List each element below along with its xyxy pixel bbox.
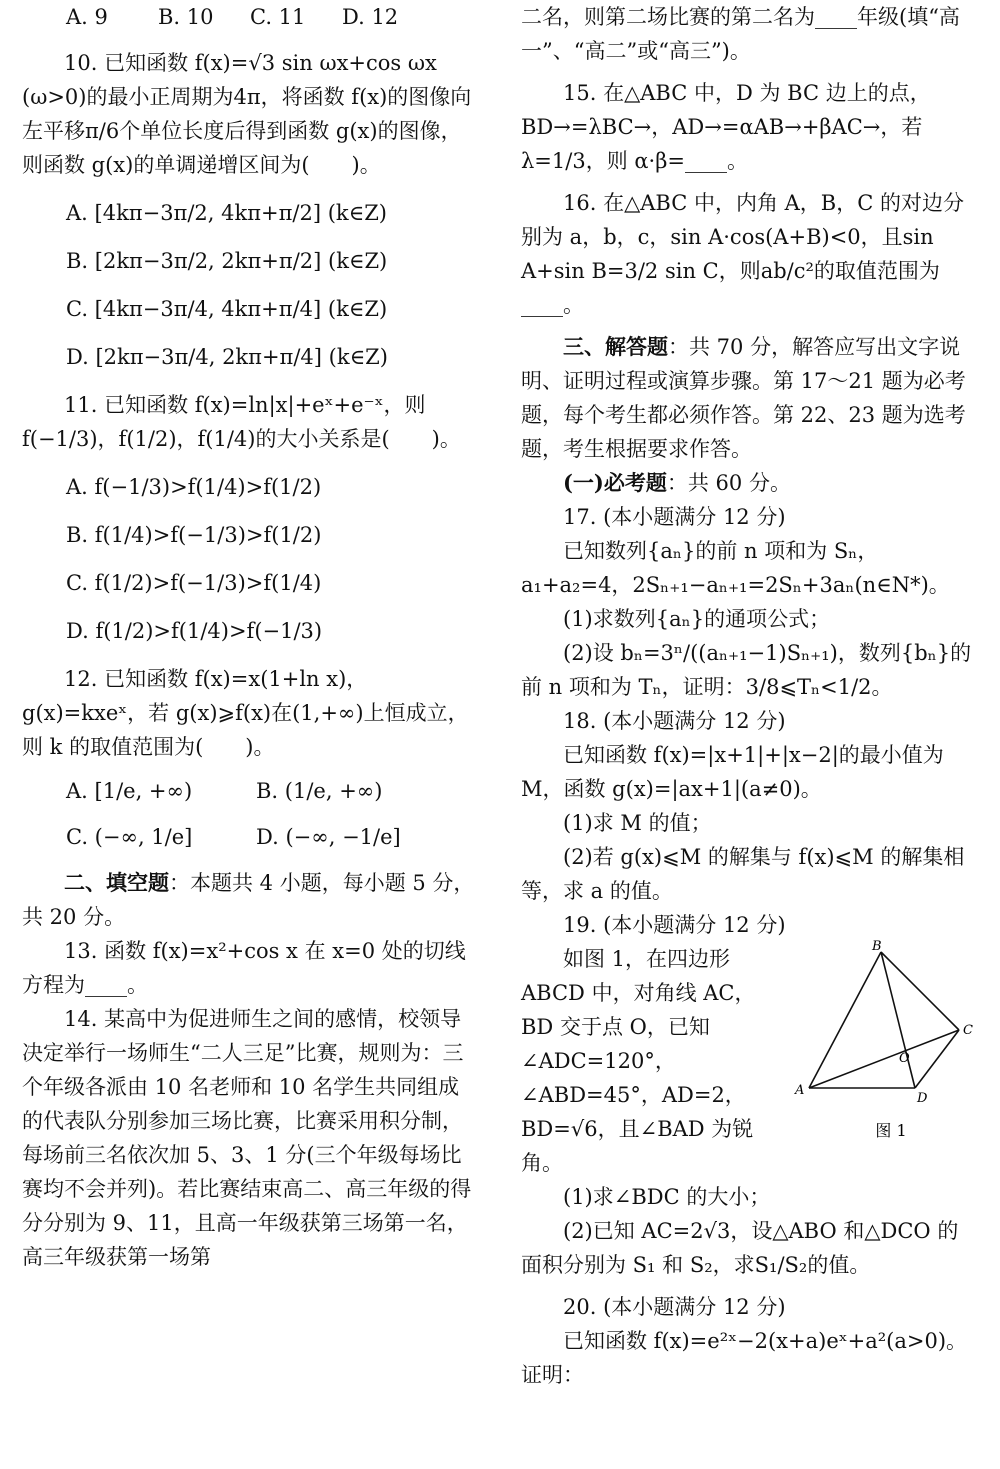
subsection1-intro [521, 466, 977, 500]
section2-heading: 二、填空题 [64, 870, 169, 895]
q19-part1: (1)求∠BDC 的大小； [563, 1185, 771, 1209]
q13-stem: 13. 函数 f(x)=x²+cos x 在 x=0 处的切线方程为____。 [22, 939, 466, 997]
q12-stem: 12. 已知函数 f(x)=x(1+ln x)，g(x)=kxeˣ，若 g(x)⩾f(x)在(1,+∞)上恒成立，则 k 的取值范围为( )。 [22, 667, 469, 759]
q10-option-c: C. [4kπ−3π/4, 4kπ+π/4] (k∈Z) [66, 297, 388, 321]
q12-option-c: C. (−∞, 1/e] [66, 825, 193, 849]
q19-block [521, 939, 977, 1214]
section3-intro [521, 330, 977, 466]
q11-option-a: A. f(−1/3)>f(1/4)>f(1/2) [66, 475, 322, 499]
q10-option-d: D. [2kπ−3π/4, 2kπ+π/4] (k∈Z) [66, 345, 388, 369]
q17-part2: (2)设 bₙ=3ⁿ/((aₙ₊₁−1)Sₙ₊₁)，数列{bₙ}的前 n 项和为 Tₙ，证明：3/8⩽Tₙ<1/2。 [521, 641, 972, 699]
q14-stem: 14. 某高中为促进师生之间的感情，校领导决定举行一场师生“二人三足”比赛，规则为：三个年级各派由 10 名老师和 10 名学生共同组成的代表队分别参加三场比赛，比赛采用积分制，每场前三名依次加 5、3、1 分(三个年级每场比赛均不会并列)。若比赛结束高二、高三年级的得分分别为 9、11，且高一年级获第三场第一名，高三年级获第一场第 [22, 1007, 472, 1269]
q20-stem: 已知函数 f(x)=e²ˣ−2(x+a)eˣ+a²(a>0)。证明： [521, 1329, 968, 1387]
q19-stem: 如图 1，在四边形 ABCD 中，对角线 AC，BD 交于点 O，已知∠ADC=120°，∠ABD=45°，AD=2，BD=√6，且∠BAD 为锐角。 [521, 947, 756, 1175]
q19-part2: (2)已知 AC=2√3，设△ABO 和△DCO 的面积分别为 S₁ 和 S₂，求S₁/S₂的值。 [521, 1219, 959, 1277]
right-column [521, 0, 977, 1392]
section2-desc: ：本题共 4 小题，每小题 5 分，共 20 分。 [22, 871, 475, 929]
q10-option-b: B. [2kπ−3π/2, 2kπ+π/2] (k∈Z) [66, 249, 388, 273]
q18-stem: 已知函数 f(x)=|x+1|+|x−2|的最小值为 M，函数 g(x)=|ax+1|(a≠0)。 [521, 743, 944, 801]
q9-option-b: B. 10 [158, 5, 214, 29]
section3-desc: ：共 70 分，解答应写出文字说明、证明过程或演算步骤。第 17～21 题为必考题，每个考生都必须作答。第 22、23 题为选考题，考生根据要求作答。 [521, 335, 966, 461]
q12-options-row2 [66, 820, 478, 856]
q10-stem: 10. 已知函数 f(x)=√3 sin ωx+cos ωx (ω>0)的最小正周期为4π，将函数 f(x)的图像向左平移π/6个单位长度后得到函数 g(x)的图像，则函数 g(x)的单调递增区间为( )。 [22, 51, 472, 177]
q10-option-a: A. [4kπ−3π/2, 4kπ+π/2] (k∈Z) [66, 201, 387, 225]
figure-caption: 图 1 [875, 1121, 907, 1140]
q14-continuation: 二名，则第二场比赛的第二名为____年级(填“高一”、“高二”或“高三”)。 [521, 5, 960, 63]
q15-stem: 15. 在△ABC 中，D 为 BC 边上的点，BD→=λBC→，AD→=αAB→+βAC→，若 λ=1/3，则 α·β=____。 [521, 81, 931, 173]
left-column [22, 0, 478, 1274]
section2-intro [22, 866, 478, 934]
q17-stem: 已知数列{aₙ}的前 n 项和为 Sₙ，a₁+a₂=4，2Sₙ₊₁−aₙ₊₁=2Sₙ+3aₙ(n∈N*)。 [521, 539, 950, 597]
point-a-label: A [795, 1083, 805, 1098]
q19-heading: 19. (本小题满分 12 分) [563, 913, 786, 937]
q16-stem: 16. 在△ABC 中，内角 A，B，C 的对边分别为 a，b，c，sin A·cos(A+B)<0，且sin A+sin B=3/2 sin C，则ab/c²的取值范围为____。 [521, 191, 964, 317]
subsection1-heading: (一)必考题 [563, 470, 667, 495]
q9-options [66, 0, 478, 36]
q9-option-c: C. 11 [250, 5, 306, 29]
q11-option-b: B. f(1/4)>f(−1/3)>f(1/2) [66, 523, 322, 547]
q12-option-a: A. [1/e, +∞) [66, 779, 193, 803]
point-b-label: B [872, 939, 882, 954]
q9-option-d: D. 12 [342, 5, 399, 29]
quadrilateral-figure [791, 936, 981, 1156]
q17-heading: 17. (本小题满分 12 分) [563, 505, 786, 529]
q20-heading: 20. (本小题满分 12 分) [563, 1295, 786, 1319]
q11-option-c: C. f(1/2)>f(−1/3)>f(1/4) [66, 571, 322, 595]
q11-stem: 11. 已知函数 f(x)=ln|x|+eˣ+e⁻ˣ，则 f(−1/3)，f(1/2)，f(1/4)的大小关系是( )。 [22, 393, 461, 451]
q18-heading: 18. (本小题满分 12 分) [563, 709, 786, 733]
point-o-label: O [899, 1051, 910, 1066]
q12-option-d: D. (−∞, −1/e] [256, 825, 401, 849]
q9-option-a: A. 9 [66, 5, 108, 29]
point-c-label: C [963, 1023, 973, 1038]
section3-heading: 三、解答题 [563, 334, 668, 359]
q12-options-row1 [66, 774, 478, 810]
q17-part1: (1)求数列{aₙ}的通项公式； [563, 607, 831, 631]
subsection1-desc: ：共 60 分。 [666, 471, 791, 495]
point-d-label: D [917, 1091, 928, 1106]
q18-part1: (1)求 M 的值； [563, 811, 712, 835]
q18-part2: (2)若 g(x)⩽M 的解集与 f(x)⩽M 的解集相等，求 a 的值。 [521, 845, 965, 903]
q11-option-d: D. f(1/2)>f(1/4)>f(−1/3) [66, 619, 323, 643]
q12-option-b: B. (1/e, +∞) [256, 779, 383, 803]
